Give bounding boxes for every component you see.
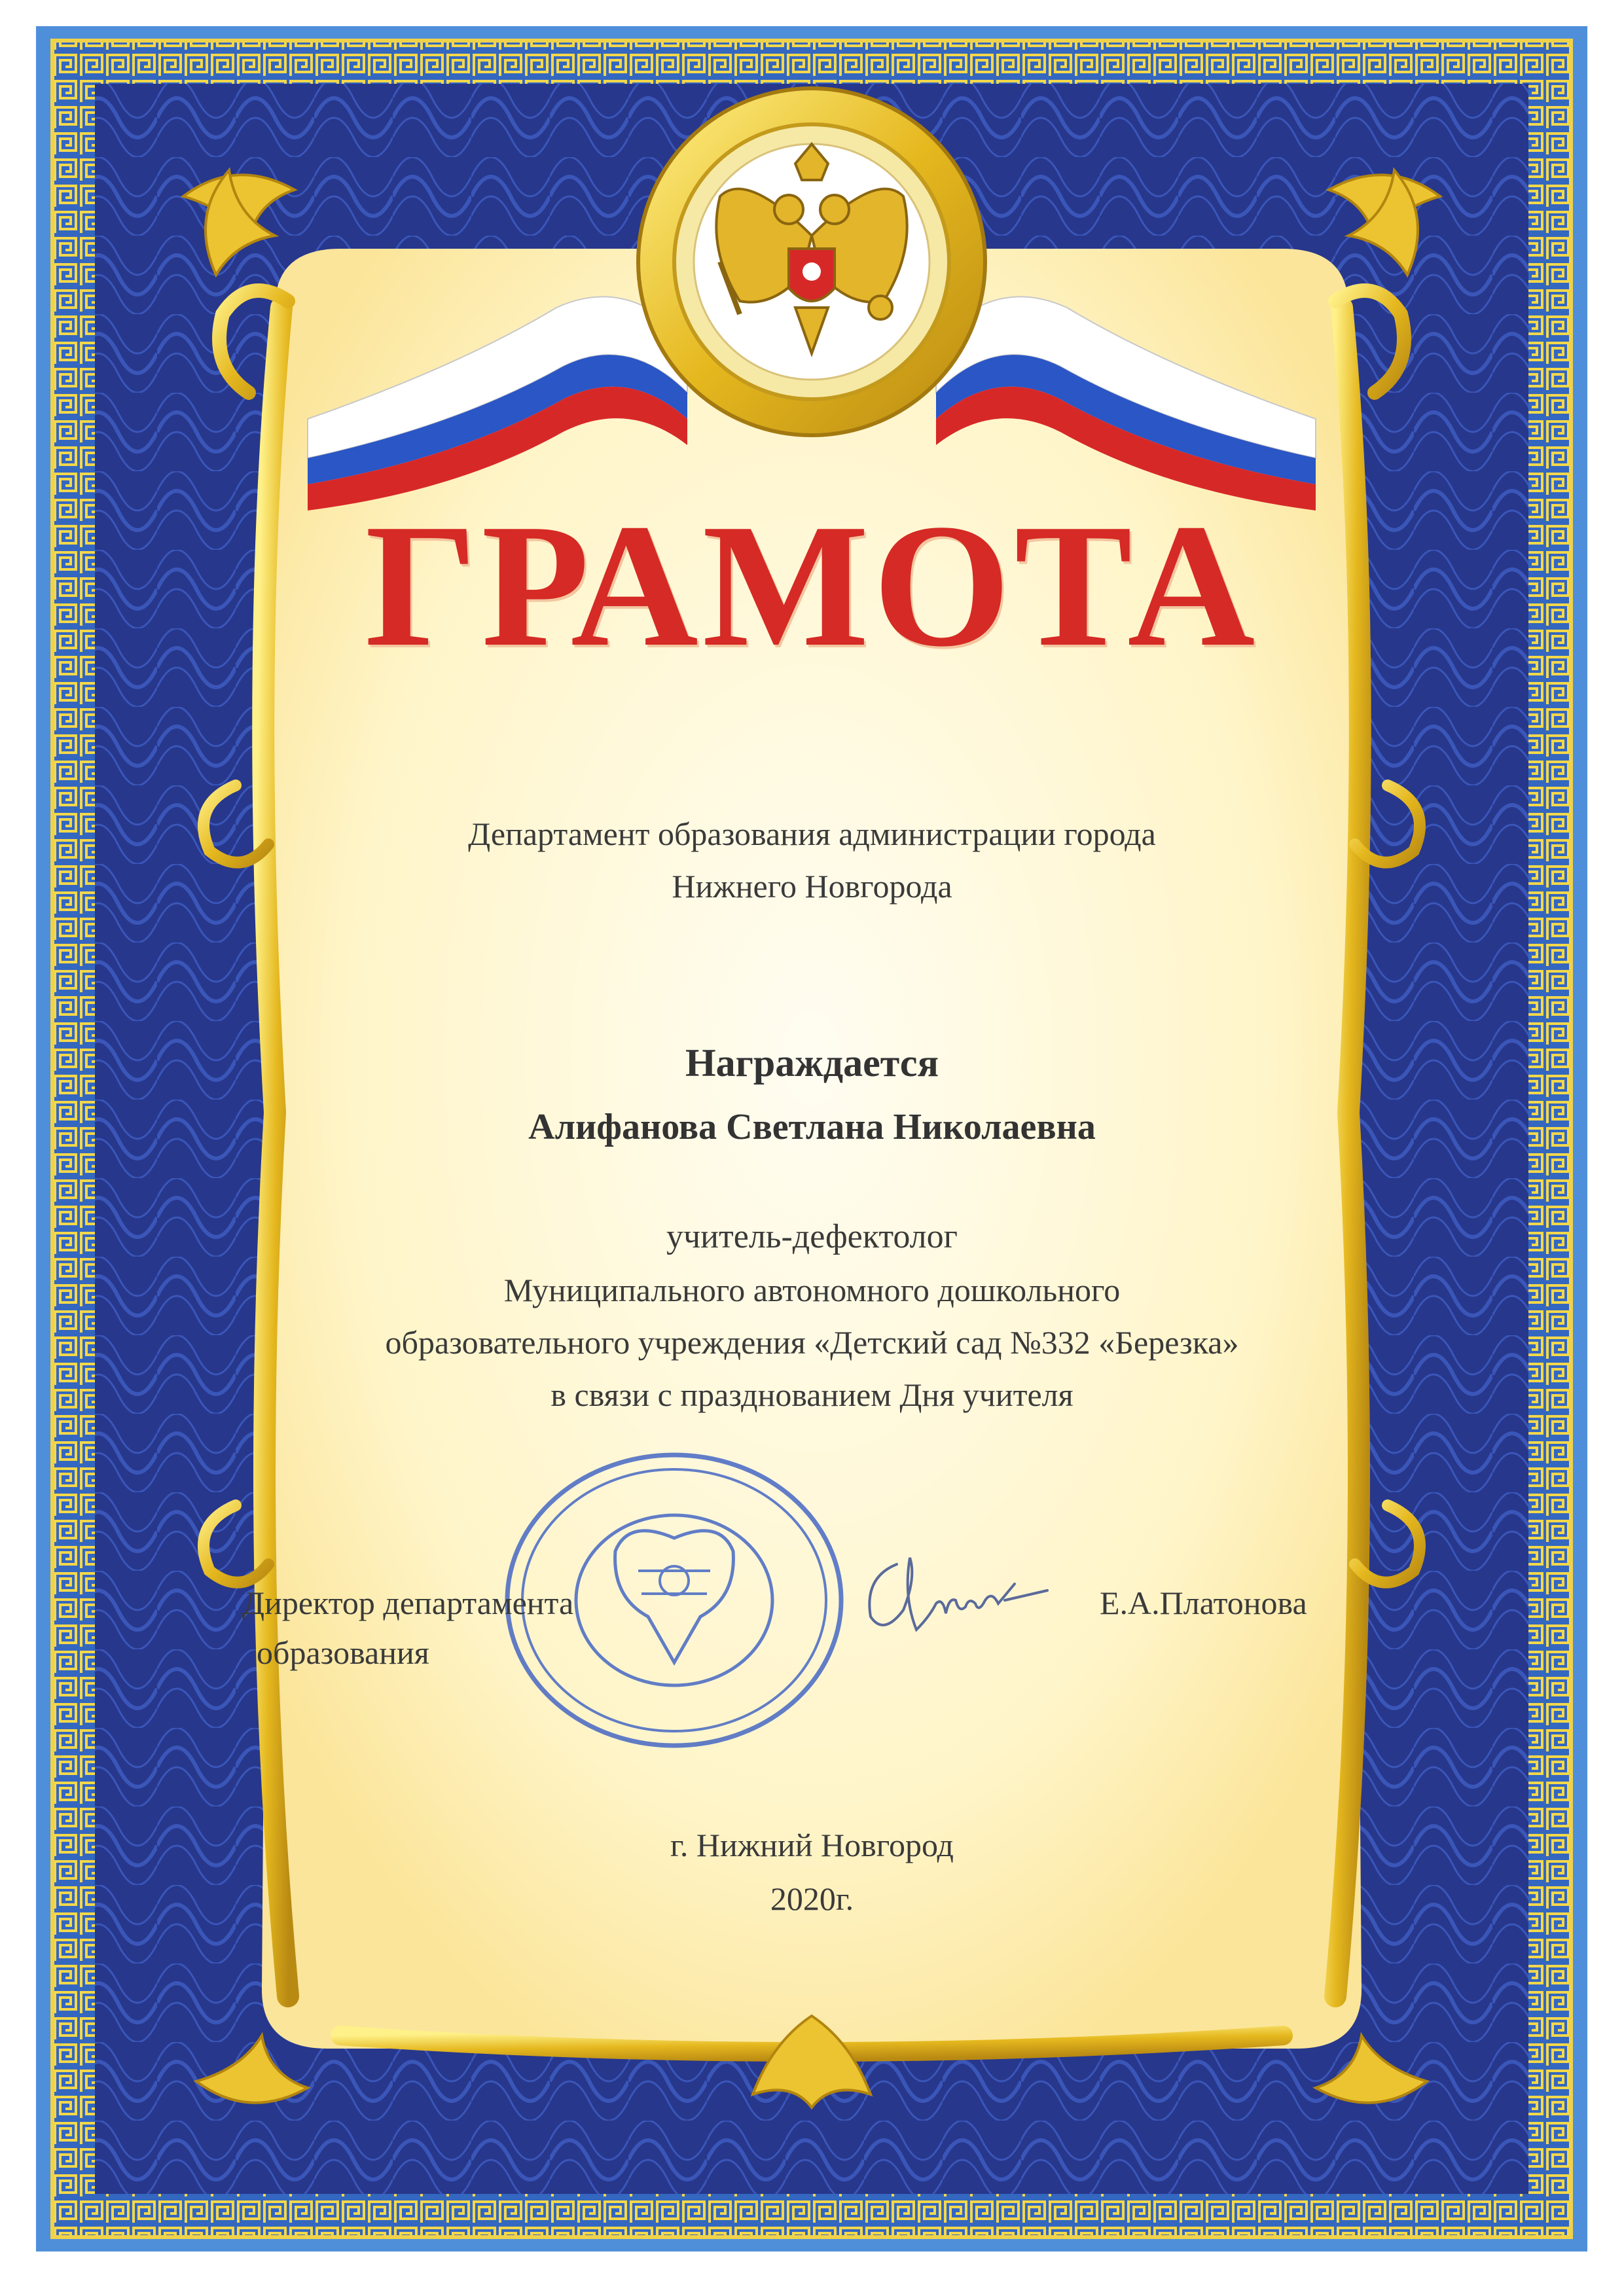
signer-name: Е.А.Платонова	[1100, 1585, 1307, 1621]
double-headed-eagle-icon	[638, 88, 985, 435]
organization-line-1: Муниципального автономного дошкольного	[503, 1272, 1121, 1308]
organization-line-2: образовательного учреждения «Детский сад №332 «Березка»	[385, 1324, 1239, 1361]
issuer-line-2: Нижнего Новгорода	[672, 868, 952, 905]
awarded-label: Награждается	[685, 1041, 939, 1085]
signer-title-line-2: образования	[257, 1634, 429, 1671]
signer-title-line-1: Директор департамента	[242, 1585, 574, 1621]
footer-city: г. Нижний Новгород	[670, 1827, 954, 1863]
recipient-position: учитель-дефектолог	[666, 1218, 958, 1255]
issuer-line-1: Департамент образования администрации города	[468, 816, 1156, 852]
footer-year: 2020г.	[770, 1880, 854, 1917]
handwritten-signature	[857, 1538, 1054, 1649]
award-reason: в связи с празднованием Дня учителя	[550, 1376, 1074, 1413]
certificate-title: ГРАМОТА	[365, 488, 1259, 683]
recipient-name: Алифанова Светлана Николаевна	[528, 1107, 1096, 1147]
